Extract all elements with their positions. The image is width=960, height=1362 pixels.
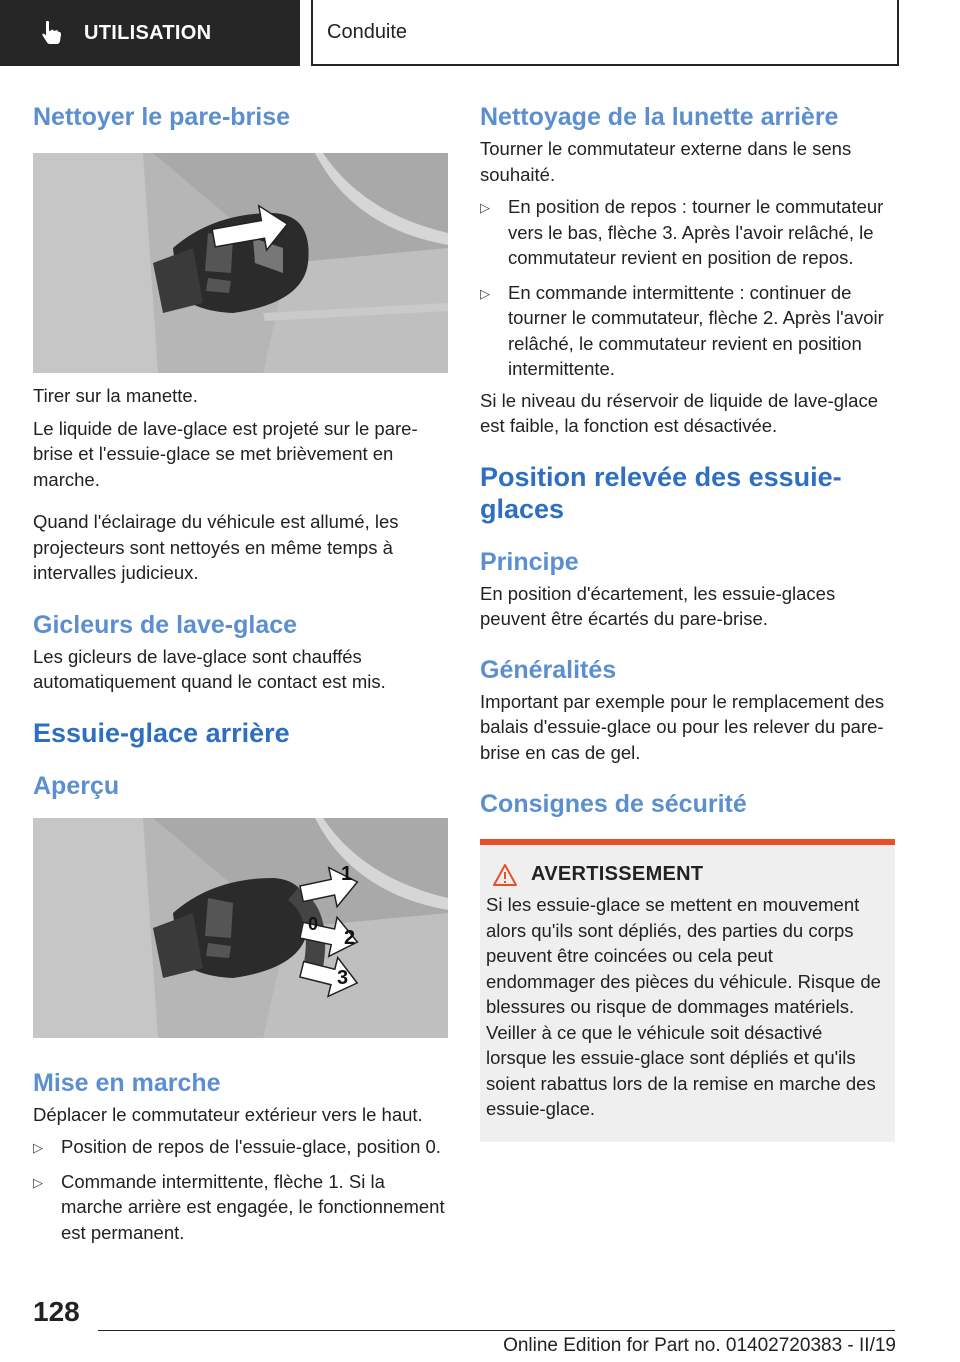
heading-principle: Principe: [480, 547, 579, 576]
heading-rear-wiper: Essuie-glace arrière: [33, 717, 290, 748]
heading-raised-position: Position relevée des essuie-glaces: [480, 461, 842, 524]
heading-switch-on: Mise en marche: [33, 1068, 221, 1097]
text-pull: Tirer sur la manette.: [33, 385, 198, 406]
text-headlights: Quand l'éclairage du véhicule est allumé, les projecteurs sont nettoyés en même temps à intervalles judicieux.: [33, 511, 399, 583]
text-turn: Tourner le commutateur externe dans le sens souhaité.: [480, 138, 852, 185]
text-fluid: Le liquide de lave-glace est projeté sur le pare-brise et l'essuie-glace se met brièvement en marche.: [33, 417, 418, 490]
heading-safety: Consignes de sécurité: [480, 790, 747, 818]
figure-label-0: 0: [308, 913, 319, 934]
warning-box: [480, 839, 895, 1142]
chapter-title: Conduite: [327, 20, 408, 43]
heading-windscreen: Nettoyer le pare-brise: [33, 103, 291, 131]
heading-rear-window: Nettoyage de la lunette arrière: [480, 103, 839, 131]
list-item: ▷ Commande intermittente, flèche 1. Si la marche arrière est engagée, le fonctionnement est permanent.: [33, 1170, 445, 1243]
text-switch-on: Déplacer le commutateur extérieur vers le haut.: [33, 1103, 423, 1125]
chapter-box: [311, 0, 899, 66]
text-nozzles: Les gicleurs de lave-glace sont chauffés automatiquement quand le contact est mis.: [33, 645, 386, 692]
edition-note: Online Edition for Part no. 01402720383 - II/19: [503, 1335, 896, 1356]
list-item: ▷ Position de repos de l'essuie-glace, position 0.: [33, 1134, 448, 1160]
triangle-bullet-icon: ▷: [480, 200, 490, 215]
warning-label: AVERTISSEMENT: [531, 863, 704, 885]
footer-divider: [98, 1330, 895, 1331]
text-general: Important par exemple pour le remplacement des balais d'essuie-glace ou pour les relever du pare-brise en cas de gel.: [480, 690, 885, 763]
figure-label-3: 3: [337, 966, 349, 989]
left-column: [33, 96, 448, 1245]
page-number: 128: [33, 1296, 80, 1327]
list-switch-on: [33, 1134, 448, 1245]
warning-title: [480, 863, 895, 886]
text-level: Si le niveau du réservoir de liquide de lave-glace est faible, la fonction est désactivée.: [480, 389, 878, 436]
text-principle: En position d'écartement, les essuie-glaces peuvent être écartés du pare-brise.: [480, 582, 836, 629]
heading-general: Généralités: [480, 655, 617, 684]
list-item: ▷ En position de repos : tourner le commutateur vers le bas, flèche 3. Après l'avoir relâché, le commutateur revient en position de repos.: [480, 196, 884, 268]
warning-text: Si les essuie-glace se mettent en mouvement alors qu'ils sont dépliés, des parties du corps peuvent être coincées ou cela peut endommager des pièces du véhicule. Risque de blessures ou risque de dommages matériels. Veiller à ce que le véhicule soit désactivé lorsque les essuie-glace sont dépliés et qu'ils soient rabattus lors de la remise en marche des essuie-glace.: [486, 894, 881, 1119]
triangle-bullet-icon: ▷: [33, 1140, 43, 1155]
triangle-bullet-icon: ▷: [33, 1174, 43, 1190]
page-header: [0, 0, 960, 66]
warning-triangle-icon: [493, 864, 517, 886]
list-item: ▷ En commande intermittente : continuer de tourner le commutateur, flèche 2. Après l'avoir relâché, le commutateur revient en position intermittente.: [480, 281, 884, 379]
hand-pointer-icon: [40, 20, 62, 46]
heading-nozzles: Gicleurs de lave-glace: [33, 610, 298, 639]
figure-label-1: 1: [341, 862, 353, 885]
figure-wiper-stalk-pull: [33, 153, 448, 373]
section-title: UTILISATION: [84, 21, 212, 44]
figure-label-2: 2: [344, 926, 356, 949]
figure-rear-wiper-switch: [33, 818, 448, 1038]
triangle-bullet-icon: ▷: [480, 285, 490, 301]
list-rear-window: [480, 194, 895, 382]
right-column: [480, 96, 895, 1142]
heading-overview: Aperçu: [33, 771, 120, 800]
section-tab: [0, 0, 300, 66]
